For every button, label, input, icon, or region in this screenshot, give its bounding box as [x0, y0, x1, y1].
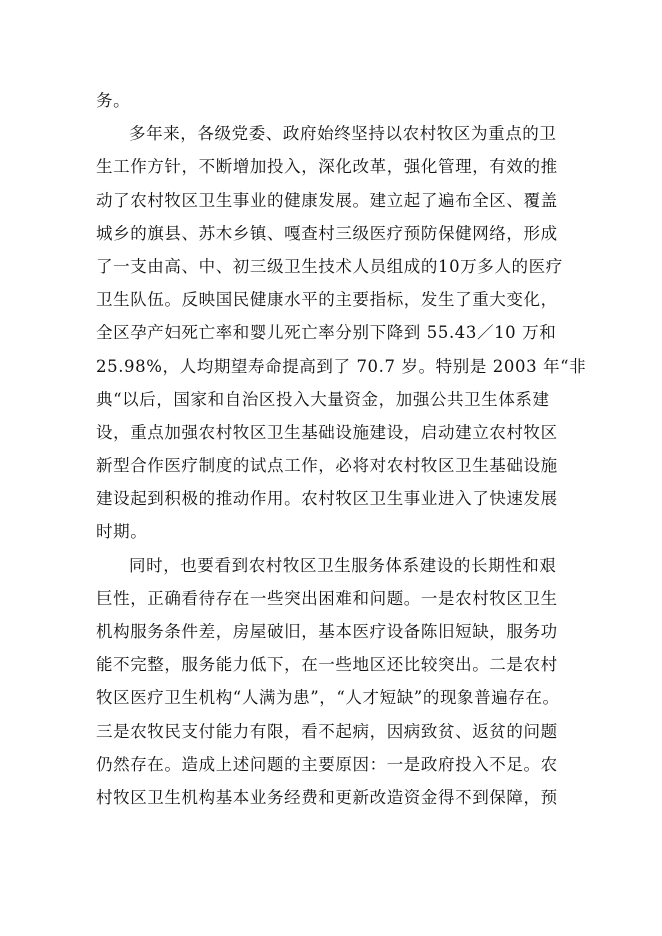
body-text [96, 84, 587, 814]
text-line: 设，重点加强农村牧区卫生基础设施建设，启动建立农村牧区 [96, 422, 558, 442]
text-line: 三是农牧民支付能力有限，看不起病，因病致贫、返贫的问题 [96, 721, 558, 741]
text-line: 务。 [96, 91, 131, 110]
text-line: 全区孕产妇死亡率和婴儿死亡率分别下降到 55.43／10 万和 [96, 323, 557, 343]
text-line: 村牧区卫生机构基本业务经费和更新改造资金得不到保障，预 [96, 787, 558, 807]
text-line: 同时，也要看到农村牧区卫生服务体系建设的长期性和艰 [129, 555, 557, 575]
text-line: 卫生队伍。反映国民健康水平的主要指标，发生了重大变化， [96, 290, 558, 310]
text-line: 城乡的旗县、苏木乡镇、嘎查村三级医疗预防保健网络，形成 [96, 223, 558, 243]
text-line: 动了农村牧区卫生事业的健康发展。建立起了遍布全区、覆盖 [96, 190, 558, 210]
text-line: 巨性，正确看待存在一些突出困难和问题。一是农村牧区卫生 [96, 588, 558, 608]
text-line: 生工作方针，不断增加投入，深化改革，强化管理，有效的推 [96, 157, 558, 177]
text-line: 多年来，各级党委、政府始终坚持以农村牧区为重点的卫 [129, 124, 557, 144]
text-line: 典“以后，国家和自治区投入大量资金，加强公共卫生体系建 [96, 389, 550, 409]
text-line: 时期。 [96, 522, 148, 542]
text-line: 机构服务条件差，房屋破旧，基本医疗设备陈旧短缺，服务功 [96, 622, 558, 641]
text-line: 新型合作医疗制度的试点工作，必将对农村牧区卫生基础设施 [96, 456, 558, 476]
text-line: 仍然存在。造成上述问题的主要原因：一是政府投入不足。农 [96, 754, 558, 774]
text-line: 能不完整，服务能力低下，在一些地区还比较突出。二是农村 [96, 655, 558, 675]
text-line: 牧区医疗卫生机构“人满为患”，“人才短缺”的现象普遍存在。 [96, 688, 560, 708]
text-line: 建设起到积极的推动作用。农村牧区卫生事业进入了快速发展 [96, 489, 558, 509]
text-line: 了一支由高、中、初三级卫生技术人员组成的10万多人的医疗 [96, 256, 563, 276]
text-line: 25.98%，人均期望寿命提高到了 70.7 岁。特别是 2003 年“非 [96, 356, 587, 376]
